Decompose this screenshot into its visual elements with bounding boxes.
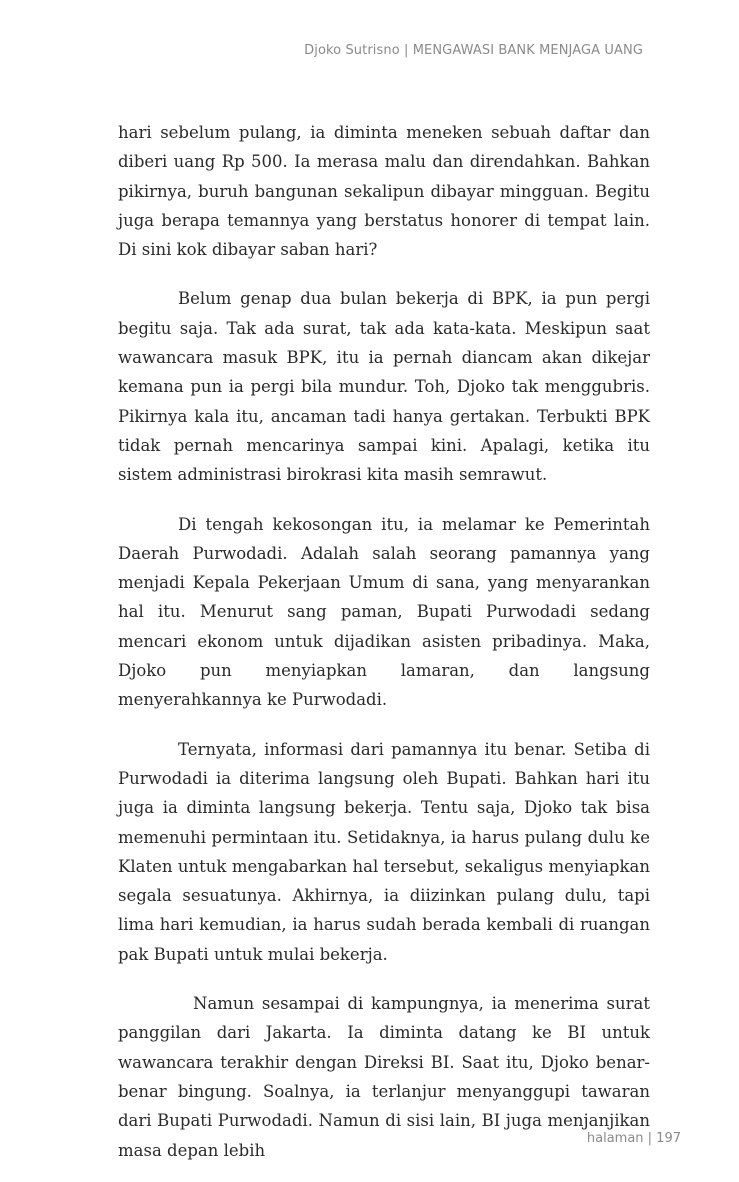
paragraph-5: Namun sesampai di kampungnya, ia menerima surat panggilan dari Jakarta. Ia diminta datang ke BI untuk wawancara terakhir dengan Direksi BI. Saat itu, Djoko benar-benar bingung. Soalnya, ia terlanjur menyanggupi tawaran dari Bupati Purwodadi. Namun di sisi lain, BI juga menjanjikan masa depan lebih bbox=[118, 994, 650, 1160]
paragraph-4: Ternyata, informasi dari pamannya itu benar. Setiba di Purwodadi ia diterima langsung oleh Bupati. Bahkan hari itu juga ia diminta langsung bekerja. Tentu saja, Djoko tak bisa memenuhi permintaan itu. Setidaknya, ia harus pulang dulu ke Klaten untuk mengabarkan hal tersebut, sekaligus menyiapkan segala sesuatunya. Akhirnya, ia diizinkan pulang dulu, tapi lima hari kemudian, ia harus sudah berada kembali di ruangan pak Bupati untuk mulai bekerja. bbox=[118, 739, 650, 964]
running-header: Djoko Sutrisno | MENGAWASI BANK MENJAGA UANG bbox=[304, 43, 643, 58]
page-body bbox=[118, 118, 650, 1165]
paragraph-1: hari sebelum pulang, ia diminta meneken sebuah daftar dan diberi uang Rp 500. Ia merasa malu dan direndahkan. Bahkan pikirnya, buruh bangunan sekalipun dibayar mingguan. Begitu juga berapa temannya yang berstatus honorer di tempat lain. Di sini kok dibayar saban hari? bbox=[118, 123, 650, 260]
paragraph-2: Belum genap dua bulan bekerja di BPK, ia pun pergi begitu saja. Tak ada surat, tak ada kata-kata. Meskipun saat wawancara masuk BPK, itu ia pernah diancam akan dikejar kemana pun ia pergi bila mundur. Toh, Djoko tak menggubris. Pikirnya kala itu, ancaman tadi hanya gertakan. Terbukti BPK tidak pernah mencarinya sampai kini. Apalagi, ketika itu sistem administrasi birokrasi kita masih semrawut. bbox=[118, 289, 650, 485]
page-number: halaman | 197 bbox=[586, 1131, 681, 1146]
paragraph-3: Di tengah kekosongan itu, ia melamar ke Pemerintah Daerah Purwodadi. Adalah salah seorang pamannya yang menjadi Kepala Pekerjaan Umum di sana, yang menyarankan hal itu. Menurut sang paman, Bupati Purwodadi sedang mencari ekonom untuk dijadikan asisten pribadinya. Maka, Djoko pun menyiapkan lamaran, dan langsung menyerahkannya ke Purwodadi. bbox=[118, 514, 650, 710]
